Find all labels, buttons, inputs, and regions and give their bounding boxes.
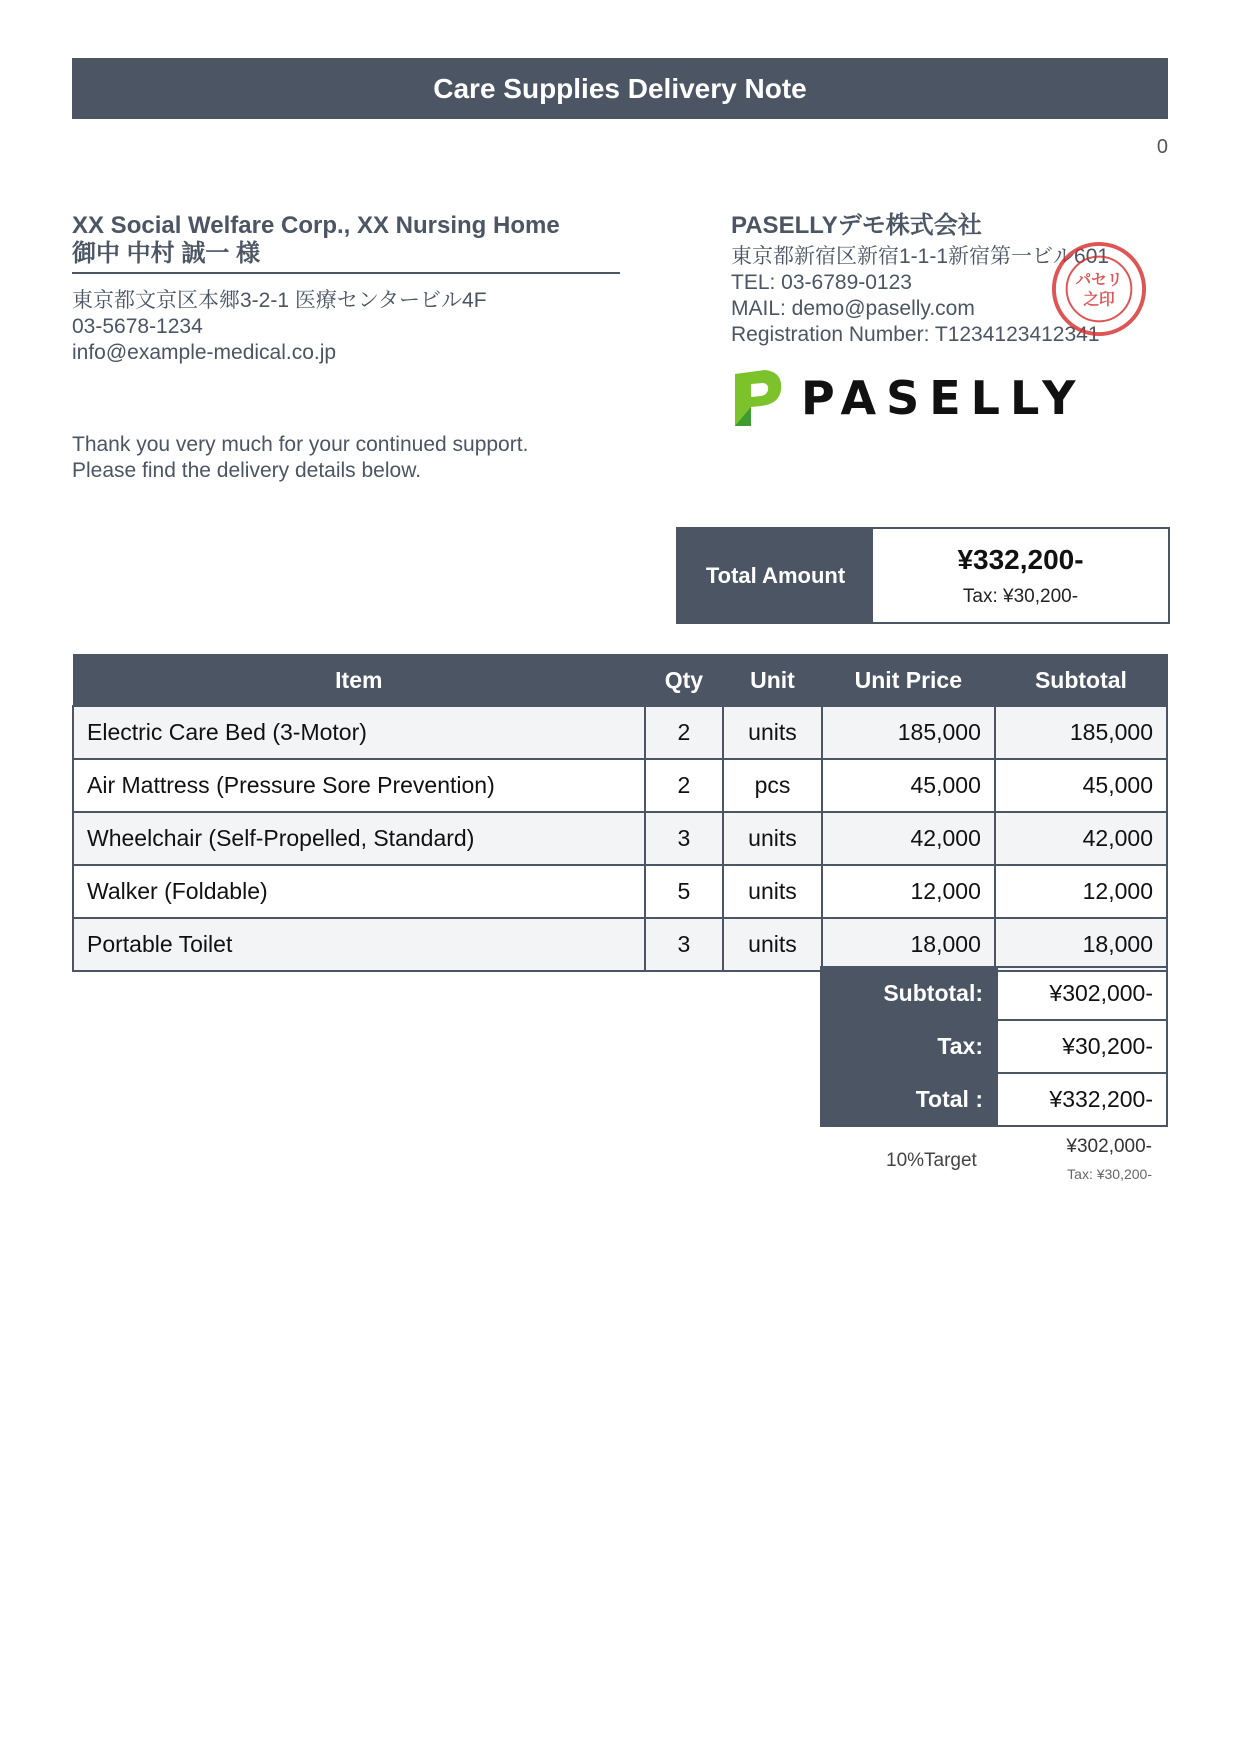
summary-total-label: Total : xyxy=(821,1073,997,1126)
row-unit: units xyxy=(723,812,822,865)
logo-wordmark: PASELLY xyxy=(801,371,1086,425)
row-qty: 2 xyxy=(645,759,724,812)
row-item: Electric Care Bed (3-Motor) xyxy=(73,706,645,759)
row-unit-price: 42,000 xyxy=(822,812,995,865)
row-unit: pcs xyxy=(723,759,822,812)
row-qty: 3 xyxy=(645,918,724,971)
summary-table xyxy=(820,966,1168,1127)
document-title: Care Supplies Delivery Note xyxy=(72,58,1168,119)
recipient-name xyxy=(72,212,620,274)
header-unit-price: Unit Price xyxy=(822,655,995,707)
sender-address: 東京都新宿区新宿1-1-1新宿第一ビル601 xyxy=(731,245,1110,268)
recipient-block xyxy=(72,212,620,366)
row-unit-price: 45,000 xyxy=(822,759,995,812)
summary-subtotal-label: Subtotal: xyxy=(821,967,997,1020)
sender-tel: TEL: 03-6789-0123 xyxy=(731,271,912,294)
row-unit-price: 185,000 xyxy=(822,706,995,759)
row-unit-price: 12,000 xyxy=(822,865,995,918)
summary-total-value: ¥332,200- xyxy=(997,1073,1167,1126)
row-unit: units xyxy=(723,865,822,918)
tax-target-tax: Tax: ¥30,200- xyxy=(1067,1166,1152,1182)
header-unit: Unit xyxy=(723,655,822,707)
summary-tax-row xyxy=(821,1020,1167,1073)
row-subtotal: 45,000 xyxy=(995,759,1167,812)
row-qty: 5 xyxy=(645,865,724,918)
paselly-leaf-icon xyxy=(731,368,785,428)
table-row xyxy=(73,918,1167,971)
items-table-header xyxy=(73,655,1167,707)
row-item: Air Mattress (Pressure Sore Prevention) xyxy=(73,759,645,812)
svg-text:パセリ: パセリ xyxy=(1075,270,1123,290)
tax-target-amount: ¥302,000- xyxy=(1066,1136,1152,1157)
recipient-name-line2: 御中 中村 誠一 様 xyxy=(72,240,261,267)
row-qty: 2 xyxy=(645,706,724,759)
table-row xyxy=(73,865,1167,918)
total-amount-box xyxy=(676,527,1170,624)
summary-subtotal-row xyxy=(821,967,1167,1020)
recipient-address: 東京都文京区本郷3-2-1 医療センタービル4F xyxy=(72,289,487,312)
header-qty: Qty xyxy=(645,655,724,707)
row-unit: units xyxy=(723,706,822,759)
greeting-line1: Thank you very much for your continued support. xyxy=(72,433,529,456)
svg-text:之印: 之印 xyxy=(1083,289,1115,309)
tax-target-label: 10%Target xyxy=(886,1150,977,1171)
sender-registration: Registration Number: T1234123412341 xyxy=(731,323,1100,346)
table-row xyxy=(73,812,1167,865)
total-amount-value-cell xyxy=(873,529,1168,622)
table-row xyxy=(73,759,1167,812)
row-item: Wheelchair (Self-Propelled, Standard) xyxy=(73,812,645,865)
row-subtotal: 18,000 xyxy=(995,918,1167,971)
items-table xyxy=(72,654,1168,972)
summary-subtotal-value: ¥302,000- xyxy=(997,967,1167,1020)
company-seal-icon xyxy=(1050,240,1148,338)
row-qty: 3 xyxy=(645,812,724,865)
sender-mail: MAIL: demo@paselly.com xyxy=(731,297,975,320)
row-item: Walker (Foldable) xyxy=(73,865,645,918)
greeting-line2: Please find the delivery details below. xyxy=(72,459,422,482)
total-amount-tax: Tax: ¥30,200- xyxy=(962,585,1079,607)
total-amount-value: ¥332,200- xyxy=(957,543,1084,575)
recipient-phone: 03-5678-1234 xyxy=(72,315,203,338)
summary-tax-value: ¥30,200- xyxy=(997,1020,1167,1073)
sender-name: PASELLYデモ株式会社 xyxy=(731,212,982,239)
greeting-message xyxy=(72,432,528,484)
document-number: 0 xyxy=(1156,136,1168,158)
recipient-name-line1: XX Social Welfare Corp., XX Nursing Home xyxy=(72,212,560,239)
row-unit: units xyxy=(723,918,822,971)
row-subtotal: 185,000 xyxy=(995,706,1167,759)
company-logo xyxy=(731,368,1085,428)
table-row xyxy=(73,706,1167,759)
row-subtotal: 42,000 xyxy=(995,812,1167,865)
recipient-email: info@example-medical.co.jp xyxy=(72,341,337,364)
total-amount-label: Total Amount xyxy=(678,529,873,622)
summary-tax-label: Tax: xyxy=(821,1020,997,1073)
row-subtotal: 12,000 xyxy=(995,865,1167,918)
header-item: Item xyxy=(73,655,645,707)
header-subtotal: Subtotal xyxy=(995,655,1167,707)
row-item: Portable Toilet xyxy=(73,918,645,971)
summary-total-row xyxy=(821,1073,1167,1126)
row-unit-price: 18,000 xyxy=(822,918,995,971)
